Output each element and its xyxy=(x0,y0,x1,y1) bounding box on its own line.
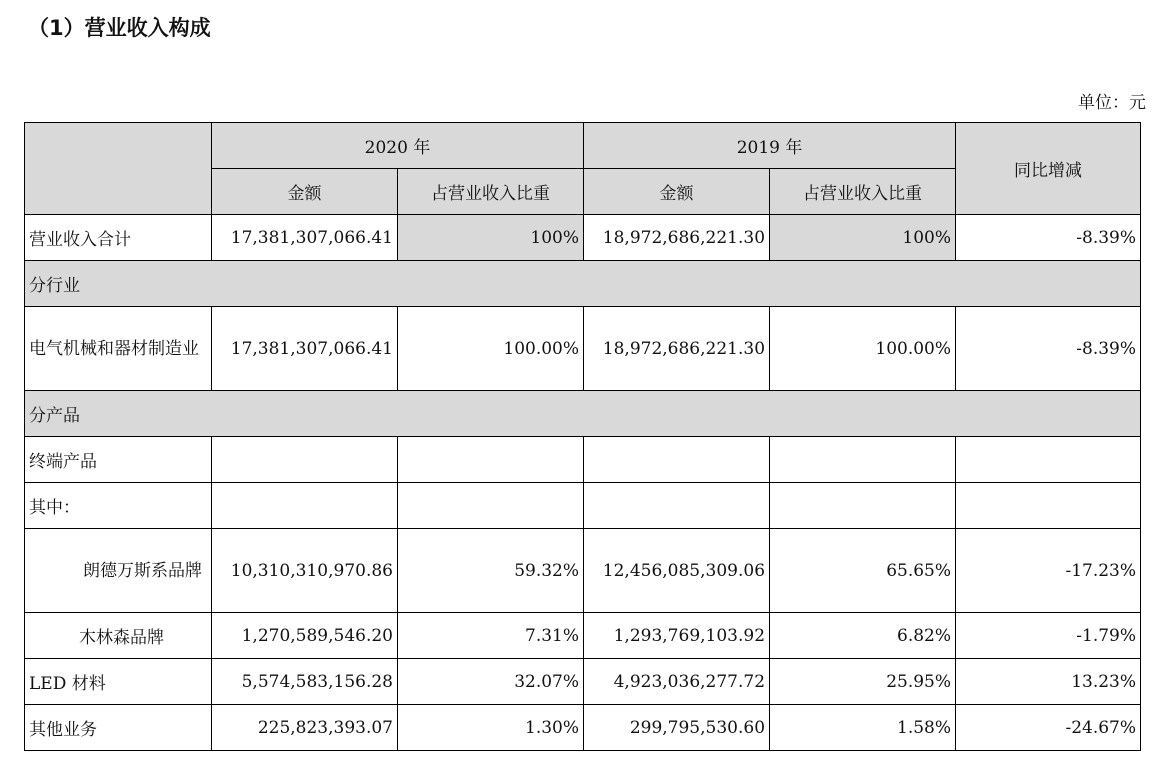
row-label: 木林森品牌 xyxy=(25,613,212,659)
amount-2020: 1,270,589,546.20 xyxy=(212,613,398,659)
amount-2020: 225,823,393.07 xyxy=(212,705,398,751)
header-ratio-2019: 占营业收入比重 xyxy=(770,169,956,215)
ratio-2019: 6.82% xyxy=(770,613,956,659)
row-label: 其中： xyxy=(25,483,212,529)
row-label: 营业收入合计 xyxy=(25,215,212,261)
empty-cell xyxy=(584,483,770,529)
table-row xyxy=(25,529,1141,613)
table-row xyxy=(25,215,1141,261)
empty-cell xyxy=(212,437,398,483)
ratio-2020: 59.32% xyxy=(398,529,584,613)
ratio-2020: 100% xyxy=(398,215,584,261)
empty-cell xyxy=(956,483,1141,529)
yoy-change: -8.39% xyxy=(956,215,1141,261)
table-row xyxy=(25,307,1141,391)
amount-2019: 4,923,036,277.72 xyxy=(584,659,770,705)
yoy-change: -8.39% xyxy=(956,307,1141,391)
ratio-2019: 25.95% xyxy=(770,659,956,705)
empty-cell xyxy=(770,483,956,529)
amount-2019: 1,293,769,103.92 xyxy=(584,613,770,659)
header-amount-2020: 金额 xyxy=(212,169,398,215)
empty-cell xyxy=(398,483,584,529)
ratio-2019: 100% xyxy=(770,215,956,261)
row-label: LED 材料 xyxy=(25,659,212,705)
section-label: 分产品 xyxy=(25,391,1141,437)
section-row xyxy=(25,261,1141,307)
amount-2020: 10,310,310,970.86 xyxy=(212,529,398,613)
yoy-change: -1.79% xyxy=(956,613,1141,659)
empty-cell xyxy=(770,437,956,483)
header-year-2019: 2019 年 xyxy=(584,123,956,169)
amount-2019: 299,795,530.60 xyxy=(584,705,770,751)
ratio-2020: 100.00% xyxy=(398,307,584,391)
row-label: 电气机械和器材制造业 xyxy=(25,307,212,391)
table-row xyxy=(25,705,1141,751)
revenue-table xyxy=(24,122,1141,751)
row-label: 终端产品 xyxy=(25,437,212,483)
ratio-2019: 65.65% xyxy=(770,529,956,613)
empty-cell xyxy=(584,437,770,483)
ratio-2020: 1.30% xyxy=(398,705,584,751)
yoy-change: 13.23% xyxy=(956,659,1141,705)
empty-cell xyxy=(398,437,584,483)
empty-cell xyxy=(212,483,398,529)
section-title: （1）营业收入构成 xyxy=(28,16,211,40)
unit-label: 单位：元 xyxy=(1078,93,1146,113)
header-amount-2019: 金额 xyxy=(584,169,770,215)
amount-2020: 17,381,307,066.41 xyxy=(212,307,398,391)
table-row xyxy=(25,659,1141,705)
amount-2019: 18,972,686,221.30 xyxy=(584,215,770,261)
table-row xyxy=(25,613,1141,659)
section-row xyxy=(25,391,1141,437)
table-row xyxy=(25,483,1141,529)
ratio-2019: 1.58% xyxy=(770,705,956,751)
table-row xyxy=(25,437,1141,483)
header-yoy: 同比增减 xyxy=(956,123,1141,215)
ratio-2020: 7.31% xyxy=(398,613,584,659)
header-corner xyxy=(25,123,212,215)
amount-2020: 17,381,307,066.41 xyxy=(212,215,398,261)
row-label: 其他业务 xyxy=(25,705,212,751)
empty-cell xyxy=(956,437,1141,483)
header-year-2020: 2020 年 xyxy=(212,123,584,169)
yoy-change: -17.23% xyxy=(956,529,1141,613)
amount-2019: 12,456,085,309.06 xyxy=(584,529,770,613)
ratio-2019: 100.00% xyxy=(770,307,956,391)
amount-2019: 18,972,686,221.30 xyxy=(584,307,770,391)
section-label: 分行业 xyxy=(25,261,1141,307)
amount-2020: 5,574,583,156.28 xyxy=(212,659,398,705)
ratio-2020: 32.07% xyxy=(398,659,584,705)
header-ratio-2020: 占营业收入比重 xyxy=(398,169,584,215)
yoy-change: -24.67% xyxy=(956,705,1141,751)
row-label: 朗德万斯系品牌 xyxy=(25,529,212,613)
